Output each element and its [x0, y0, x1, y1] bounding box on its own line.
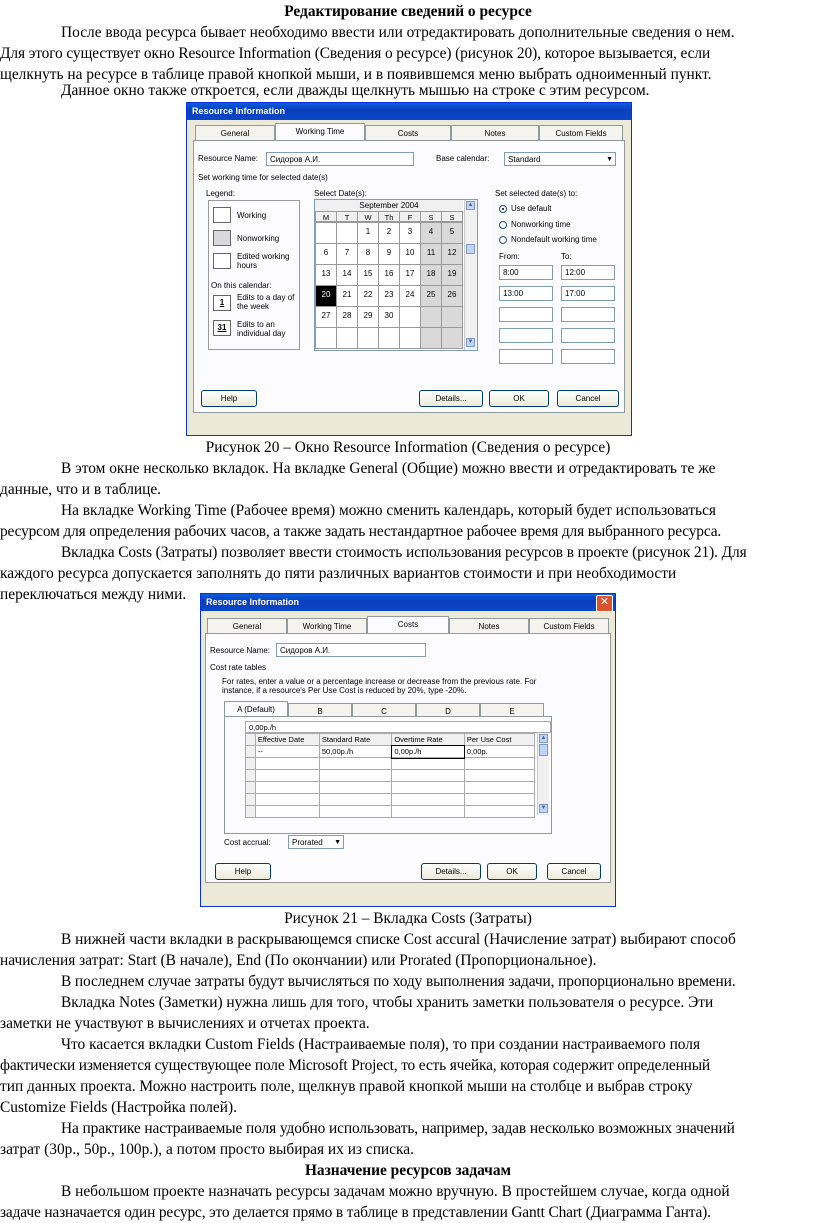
rate-tab[interactable]: E	[480, 703, 544, 718]
resource-information-dialog-working-time	[186, 102, 632, 436]
close-icon[interactable]: ✕	[596, 595, 613, 612]
edits-day-of-week: Edits to a day of the week	[237, 293, 295, 311]
text-line: Вкладка Costs (Затраты) позволяет ввести стоимость использования ресурсов в проекте (рисунок 21). Для	[61, 544, 747, 561]
table-scrollbar[interactable]	[537, 733, 549, 815]
table-row[interactable]	[246, 794, 535, 806]
text-line: каждого ресурса допускается заполнять до пяти различных вариантов стоимости и при необходимости	[0, 565, 677, 582]
nonworking-swatch	[213, 230, 231, 246]
rate-tab[interactable]: D	[416, 703, 480, 718]
column-header[interactable]: Standard Rate	[319, 734, 391, 746]
text-line: заметки не участвуют в вычислениях и отчетах проекта.	[0, 1015, 370, 1032]
table-cell[interactable]	[255, 794, 319, 806]
to-time-input[interactable]	[561, 328, 615, 343]
calendar-day[interactable]	[336, 222, 358, 244]
table-cell[interactable]	[464, 782, 534, 794]
table-body	[246, 746, 535, 818]
legend-box	[208, 200, 300, 350]
to-time-input[interactable]: 12:00	[561, 265, 615, 280]
table-cell[interactable]: 0,00р./h	[392, 746, 464, 758]
select-dates-label: Select Date(s):	[314, 189, 367, 198]
paragraph-6	[0, 929, 816, 971]
calendar-day[interactable]: 15	[357, 264, 379, 286]
base-calendar-value: Standard	[508, 155, 541, 164]
table-cell[interactable]	[464, 806, 534, 818]
paragraph-4	[0, 500, 816, 542]
details-button[interactable]: Details...	[421, 863, 481, 880]
paragraph-1	[0, 22, 816, 85]
rate-table-panel	[224, 716, 552, 834]
use-default-radio[interactable]	[499, 205, 507, 213]
column-header[interactable]: Effective Date	[255, 734, 319, 746]
dialog-title-bar: Resource Information	[187, 103, 631, 120]
table-cell[interactable]	[319, 782, 391, 794]
scroll-thumb[interactable]	[539, 744, 548, 756]
paragraph-9	[0, 1034, 816, 1118]
weekday-header[interactable]: F	[399, 211, 421, 222]
table-cell[interactable]: 50,00р./h	[319, 746, 391, 758]
scroll-down-icon[interactable]: ▼	[467, 339, 474, 345]
to-time-input[interactable]	[561, 307, 615, 322]
calendar-scrollbar[interactable]	[464, 200, 477, 350]
scroll-up-icon[interactable]: ▲	[467, 202, 474, 208]
from-time-input[interactable]	[499, 349, 553, 364]
calendar-day[interactable]	[399, 327, 421, 349]
calendar-day[interactable]: 25	[420, 285, 442, 307]
row-header	[246, 806, 256, 818]
text-line: данные, что и в таблице.	[0, 481, 162, 498]
calendar-day[interactable]: 26	[441, 285, 463, 307]
calendar-day[interactable]: 7	[336, 243, 358, 265]
text-line: Вкладка Notes (Заметки) нужна лишь для того, чтобы хранить заметки пользователя о ресурсе. Эти	[61, 994, 714, 1011]
cancel-button[interactable]: Cancel	[557, 390, 619, 407]
from-time-input[interactable]	[499, 328, 553, 343]
table-cell[interactable]	[319, 806, 391, 818]
calendar-day[interactable]: 20	[315, 285, 337, 307]
calendar-day[interactable]: 17	[399, 264, 421, 286]
calendar-day[interactable]: 3	[399, 222, 421, 244]
cancel-button[interactable]: Cancel	[547, 863, 601, 880]
ok-button[interactable]: OK	[489, 390, 549, 407]
costs-panel	[205, 633, 611, 883]
table-cell[interactable]	[392, 758, 464, 770]
tab-custom-fields[interactable]: Custom Fields	[539, 125, 623, 140]
calendar-day[interactable]: 4	[420, 222, 442, 244]
resource-name-input[interactable]: Сидоров А.И.	[266, 152, 414, 166]
details-button[interactable]: Details...	[419, 390, 483, 407]
cost-rate-tables-label: Cost rate tables	[210, 663, 267, 672]
calendar-day[interactable]: 6	[315, 243, 337, 265]
tab-general[interactable]: General	[207, 618, 287, 633]
table-cell[interactable]	[319, 770, 391, 782]
calendar-day[interactable]	[441, 306, 463, 328]
table-row[interactable]	[246, 746, 535, 758]
calendar-day[interactable]: 28	[336, 306, 358, 328]
cost-rate-table	[245, 733, 535, 818]
paragraph-2	[0, 80, 816, 101]
text-line: щелкнуть на ресурсе в таблице правой кнопкой мыши, и в появившемся меню выбрать одноименный пункт.	[0, 66, 712, 83]
table-cell[interactable]	[464, 758, 534, 770]
table-cell[interactable]	[464, 794, 534, 806]
nondefault-working-time-radio[interactable]	[499, 236, 507, 244]
rate-tab[interactable]: C	[352, 703, 416, 718]
cost-accrual-label: Cost accrual:	[224, 838, 271, 847]
weekday-header[interactable]: M	[315, 211, 337, 222]
to-time-input[interactable]: 17:00	[561, 286, 615, 301]
paragraph-3	[0, 458, 816, 500]
weekday-header[interactable]: S	[441, 211, 463, 222]
text-line: переключаться между ними.	[0, 586, 187, 603]
calendar-day[interactable]	[336, 327, 358, 349]
calendar-day[interactable]: 29	[357, 306, 379, 328]
text-line: Данное окно также откроется, если дважды щелкнуть мышью на строке с этим ресурсом.	[61, 82, 650, 99]
text-line: После ввода ресурса бывает необходимо ввести или отредактировать дополнительные сведения о нем.	[61, 24, 735, 41]
individual-day-icon: 31	[213, 320, 231, 336]
tab-general[interactable]: General	[195, 125, 275, 140]
calendar-day[interactable]: 21	[336, 285, 358, 307]
table-cell[interactable]	[319, 758, 391, 770]
set-working-time-label: Set working time for selected date(s)	[198, 173, 328, 182]
table-cell[interactable]: --	[255, 746, 319, 758]
calendar-day[interactable]	[315, 327, 337, 349]
from-time-input[interactable]	[499, 307, 553, 322]
calendar-day[interactable]: 11	[420, 243, 442, 265]
text-line: В последнем случае затраты будут вычисляться по ходу выполнения задачи, пропорционально времени.	[61, 973, 736, 990]
text-line: задаче назначается один ресурс, это делается прямо в таблице в представлении Gantt Chart (Диаграмма Ганта).	[0, 1204, 711, 1221]
row-header	[246, 746, 256, 758]
resource-name-label: Resource Name:	[198, 154, 259, 163]
column-header[interactable]: Per Use Cost	[464, 734, 534, 746]
calendar-day[interactable]: 30	[378, 306, 400, 328]
tab-working-time[interactable]: Working Time	[287, 618, 367, 633]
calendar-day[interactable]: 24	[399, 285, 421, 307]
calendar-day[interactable]: 9	[378, 243, 400, 265]
table-cell[interactable]	[392, 770, 464, 782]
text-line: В нижней части вкладки в раскрывающемся списке Cost accural (Начисление затрат) выбирают способ	[61, 931, 736, 948]
text-line: Customize Fields (Настройка полей).	[0, 1099, 237, 1116]
tab-notes[interactable]: Notes	[449, 618, 529, 633]
scroll-thumb[interactable]	[466, 244, 475, 254]
table-row[interactable]	[246, 770, 535, 782]
resource-name-input[interactable]: Сидоров А.И.	[276, 643, 426, 657]
use-default-label: Use default	[511, 204, 552, 213]
calendar-day[interactable]: 22	[357, 285, 379, 307]
row-header	[246, 794, 256, 806]
calendar-day[interactable]	[441, 327, 463, 349]
weekday-header[interactable]: T	[336, 211, 358, 222]
rate-edit-field[interactable]: 0,00р./h	[245, 721, 551, 733]
paragraph-11	[0, 1181, 816, 1223]
text-line: В небольшом проекте назначать ресурсы задачам можно вручную. В простейшем случае, когда одной	[61, 1183, 730, 1200]
set-selected-label: Set selected date(s) to:	[495, 189, 578, 198]
on-this-calendar-label: On this calendar:	[211, 281, 272, 290]
scroll-down-icon[interactable]: ▼	[540, 805, 547, 811]
table-cell[interactable]	[319, 794, 391, 806]
calendar-day[interactable]: 2	[378, 222, 400, 244]
legend-edited-hours: Edited working hours	[237, 252, 290, 270]
text-line: начисления затрат: Start (В начале), End (По окончании) или Prorated (Пропорциональное).	[0, 952, 597, 969]
from-time-input[interactable]: 13:00	[499, 286, 553, 301]
from-time-input[interactable]: 8:00	[499, 265, 553, 280]
paragraph-10	[0, 1118, 816, 1160]
calendar-month: September 2004	[315, 200, 463, 212]
nondefault-working-time-label: Nondefault working time	[511, 235, 597, 244]
calendar-day[interactable]	[315, 222, 337, 244]
rates-note-line: instance, if a resource's Per Use Cost is reduced by 20%, type -20%.	[222, 686, 467, 695]
text-line: затрат (30р., 50р., 100р.), а потом просто выбирая их из списка.	[0, 1141, 414, 1158]
ok-button[interactable]: OK	[487, 863, 537, 880]
text-line: тип данных проекта. Можно настроить поле, щелкнув правой кнопкой мыши на столбце и выбрав строку	[0, 1078, 693, 1095]
nonworking-time-radio[interactable]	[499, 221, 507, 229]
row-header	[246, 770, 256, 782]
calendar-day[interactable]	[378, 327, 400, 349]
tab-custom-fields[interactable]: Custom Fields	[529, 618, 609, 633]
resource-information-dialog-costs	[200, 593, 616, 907]
resource-name-label: Resource Name:	[210, 646, 271, 655]
table-cell[interactable]	[464, 770, 534, 782]
tab-costs[interactable]: Costs	[365, 125, 451, 140]
weekday-header[interactable]: W	[357, 211, 379, 222]
calendar-day[interactable]	[357, 327, 379, 349]
tab-notes[interactable]: Notes	[451, 125, 539, 140]
paragraph-7	[0, 971, 816, 992]
set-selected-group	[490, 185, 623, 353]
row-header-corner	[246, 734, 256, 746]
calendar-day[interactable]: 1	[357, 222, 379, 244]
legend-nonworking: Nonworking	[237, 234, 280, 243]
edits-individual-day: Edits to an individual day	[237, 320, 286, 338]
calendar-day[interactable]	[420, 327, 442, 349]
edited-hours-swatch	[213, 253, 231, 269]
text-line: Для этого существует окно Resource Information (Сведения о ресурсе) (рисунок 20), которое вызывается, если	[0, 45, 711, 62]
help-button[interactable]: Help	[201, 390, 257, 407]
text-line: На вкладке Working Time (Рабочее время) можно сменить календарь, который будет использоваться	[61, 502, 716, 519]
calendar-day[interactable]: 12	[441, 243, 463, 265]
day-of-week-icon: 1	[213, 295, 231, 311]
paragraph-8	[0, 992, 816, 1034]
text-line: Что касается вкладки Custom Fields (Настраиваемые поля), то при создании настраиваемого поля	[61, 1036, 701, 1053]
table-row[interactable]	[246, 782, 535, 794]
heading-edit-resource: Редактирование сведений о ресурсе	[284, 3, 532, 20]
table-cell[interactable]: 0,00р.	[464, 746, 534, 758]
to-label: To:	[561, 252, 572, 261]
chevron-down-icon: ▼	[334, 839, 341, 846]
chevron-down-icon: ▼	[606, 156, 613, 163]
to-time-input[interactable]	[561, 349, 615, 364]
text-line: На практике настраиваемые поля удобно использовать, например, задав несколько возможных значений	[61, 1120, 735, 1137]
base-calendar-label: Base calendar:	[436, 154, 490, 163]
calendar-day[interactable]	[399, 306, 421, 328]
calendar-day[interactable]: 19	[441, 264, 463, 286]
tab-working-time[interactable]: Working Time	[275, 123, 365, 140]
rate-tab[interactable]: A (Default)	[224, 701, 288, 718]
calendar-day[interactable]: 16	[378, 264, 400, 286]
working-swatch	[213, 207, 231, 223]
text-line: ресурсом для определения рабочих часов, а также задать нестандартное рабочее время для выбранного ресурса.	[0, 523, 722, 540]
nonworking-time-label: Nonworking time	[511, 220, 571, 229]
calendar-day[interactable]: 23	[378, 285, 400, 307]
cost-accrual-value: Prorated	[292, 838, 323, 847]
table-cell[interactable]	[392, 794, 464, 806]
from-label: From:	[499, 252, 520, 261]
cost-accrual-select[interactable]	[288, 835, 344, 849]
rates-note-line: For rates, enter a value or a percentage increase or decrease from the previous rate. For	[222, 677, 537, 686]
calendar-day[interactable]: 18	[420, 264, 442, 286]
base-calendar-select[interactable]	[504, 152, 616, 166]
table-cell[interactable]	[255, 758, 319, 770]
tab-costs[interactable]: Costs	[367, 616, 449, 633]
table-header-row	[246, 734, 535, 746]
calendar-day[interactable]: 13	[315, 264, 337, 286]
text-line: В этом окне несколько вкладок. На вкладке General (Общие) можно ввести и отредактировать те же	[61, 460, 716, 477]
weekday-header[interactable]: S	[420, 211, 442, 222]
table-cell[interactable]	[255, 770, 319, 782]
table-cell[interactable]	[392, 782, 464, 794]
text-line: фактически изменяется существующее поле Microsoft Project, то есть ячейка, которая содержит определенный	[0, 1057, 711, 1074]
calendar-day[interactable]: 10	[399, 243, 421, 265]
rate-tab[interactable]: B	[288, 703, 352, 718]
weekday-header[interactable]: Th	[378, 211, 400, 222]
table-cell[interactable]	[255, 782, 319, 794]
calendar-day[interactable]	[420, 306, 442, 328]
table-row[interactable]	[246, 806, 535, 818]
row-header	[246, 782, 256, 794]
working-time-panel	[193, 140, 625, 413]
table-row[interactable]	[246, 758, 535, 770]
calendar-day[interactable]: 5	[441, 222, 463, 244]
calendar-day[interactable]: 8	[357, 243, 379, 265]
row-header	[246, 758, 256, 770]
help-button[interactable]: Help	[215, 863, 271, 880]
scroll-up-icon[interactable]: ▲	[540, 735, 547, 741]
legend-label: Legend:	[206, 189, 235, 198]
dialog-title-bar: Resource Information	[201, 594, 615, 611]
calendar[interactable]	[314, 199, 478, 351]
legend-working: Working	[237, 211, 267, 220]
table-cell[interactable]	[392, 806, 464, 818]
caption-figure-20: Рисунок 20 – Окно Resource Information (Сведения о ресурсе)	[205, 439, 611, 456]
table-cell[interactable]	[255, 806, 319, 818]
calendar-day[interactable]: 14	[336, 264, 358, 286]
heading-assign-resources: Назначение ресурсов задачам	[304, 1162, 512, 1179]
caption-figure-21: Рисунок 21 – Вкладка Costs (Затраты)	[284, 910, 532, 927]
calendar-day[interactable]: 27	[315, 306, 337, 328]
column-header[interactable]: Overtime Rate	[392, 734, 464, 746]
